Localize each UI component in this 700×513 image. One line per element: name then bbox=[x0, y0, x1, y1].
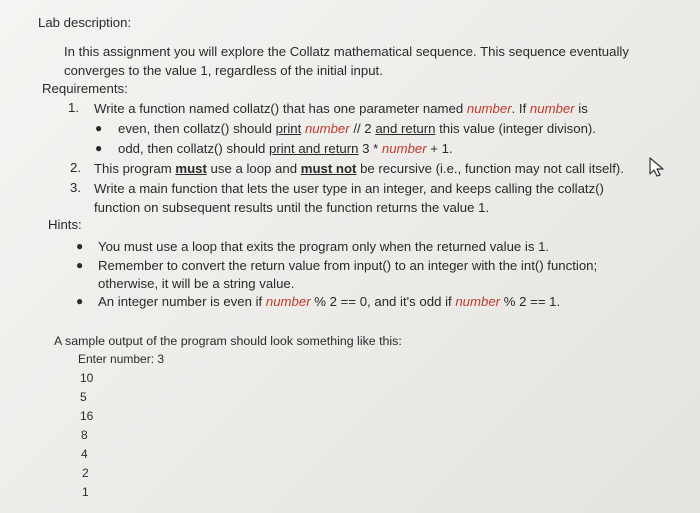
requirement-3-line-1: Write a main function that lets the user type in an integer, and keeps calling the collatz() bbox=[94, 181, 604, 196]
requirement-3-line-2: function on subsequent results until the function returns the value 1. bbox=[94, 200, 490, 215]
bullet-icon: ● bbox=[95, 121, 103, 135]
requirement-1-even-text: even, then collatz() should print number // 2 and return this value (integer divison). bbox=[118, 121, 596, 136]
mouse-cursor-icon bbox=[648, 156, 668, 178]
bullet-icon: ● bbox=[76, 294, 84, 308]
intro-line-2: converges to the value 1, regardless of the initial input. bbox=[64, 63, 383, 78]
sample-output-value: 10 bbox=[80, 371, 94, 385]
sample-enter-number-prompt: Enter number: 3 bbox=[78, 352, 165, 366]
requirement-2-text: This program must use a loop and must not be recursive (i.e., function may not call itself). bbox=[94, 161, 624, 176]
bullet-icon: ● bbox=[76, 258, 84, 272]
hint-1-text: You must use a loop that exits the program only when the returned value is 1. bbox=[98, 239, 550, 254]
hints-heading: Hints: bbox=[48, 217, 82, 232]
sample-output-value: 2 bbox=[82, 466, 89, 480]
hint-3-text: An integer number is even if number % 2 == 0, and it's odd if number % 2 == 1. bbox=[98, 294, 561, 309]
sample-output-intro: A sample output of the program should look something like this: bbox=[54, 334, 402, 348]
requirements-heading: Requirements: bbox=[42, 81, 128, 96]
sample-output-value: 1 bbox=[82, 485, 89, 499]
requirement-1-number: 1. bbox=[68, 100, 79, 115]
requirement-1-text: Write a function named collatz() that has one parameter named number. If number is bbox=[94, 101, 588, 116]
hint-2-line-1: Remember to convert the return value from input() to an integer with the int() function; bbox=[98, 258, 598, 273]
requirement-3-number: 3. bbox=[70, 180, 81, 195]
hint-2-line-2: otherwise, it will be a string value. bbox=[98, 276, 295, 291]
bullet-icon: ● bbox=[76, 239, 84, 253]
sample-output-value: 16 bbox=[80, 409, 94, 423]
sample-output-value: 5 bbox=[80, 390, 87, 404]
bullet-icon: ● bbox=[95, 141, 103, 155]
lab-description-heading: Lab description: bbox=[38, 15, 132, 30]
sample-output-value: 8 bbox=[81, 428, 88, 442]
requirement-1-odd-text: odd, then collatz() should print and return 3 * number + 1. bbox=[118, 141, 453, 156]
sample-output-value: 4 bbox=[81, 447, 88, 461]
requirement-2-number: 2. bbox=[70, 160, 81, 175]
intro-line-1: In this assignment you will explore the Collatz mathematical sequence. This sequence eventually bbox=[64, 44, 629, 59]
